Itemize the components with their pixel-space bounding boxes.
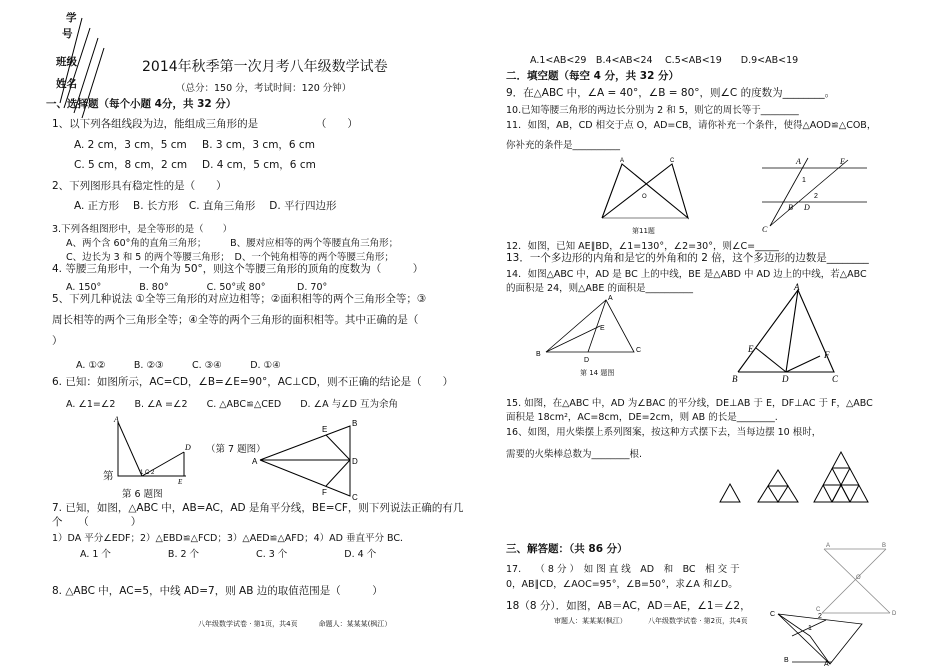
svg-text:B: B	[882, 543, 887, 549]
figure-18	[770, 606, 870, 666]
question-15-line1: 15. 如图，在△ABC 中，AD 为∠BAC 的平分线，DE⊥AB 于 E，DF⊥AC 于 F，△ABC	[506, 398, 873, 409]
q5-options: A. ①② B. ②③ C. ③④ D. ①④	[76, 360, 281, 371]
q1-option-c: C. 5 cm，8 cm，2 cm	[74, 159, 188, 171]
svg-text:E: E	[322, 425, 328, 434]
q7-options: A. 1 个 B. 2 个 C. 3 个 D. 4 个	[80, 549, 377, 560]
svg-text:B: B	[732, 374, 738, 384]
q3-options-cd: C、边长为 3 和 5 的两个等腰三角形； D、一个钝角相等的两个等腰三角形；	[66, 252, 394, 263]
q1-option-d: D. 4 cm，5 cm，6 cm	[202, 159, 316, 171]
side-label-hao: 号	[62, 28, 73, 40]
svg-text:1: 1	[808, 625, 812, 632]
figure-11-caption: 第11题	[632, 227, 655, 235]
svg-text:D: D	[782, 374, 789, 384]
svg-text:D: D	[804, 203, 810, 212]
svg-text:C: C	[816, 607, 821, 613]
question-9: 9．在△ABC 中，∠A = 40°，∠B = 80°，则∠C 的度数为________。	[506, 87, 836, 99]
question-7-line2: 个 （ ）	[52, 516, 142, 528]
q6-options: A. ∠1=∠2 B. ∠A =∠2 C. △ABC≌△CED D. ∠A 与∠D 互为余角	[66, 399, 398, 410]
footer-reviewer: 审题人：某某某(枫江）	[554, 617, 627, 625]
section-answer-heading: 三、解答题：（共 86 分）	[506, 543, 628, 555]
question-7-line3: 1）DA 平分∠EDF；2）△EBD≌△FCD；3）△AED≌△AFD；4）AD 垂直平分 BC．	[52, 533, 410, 544]
figure-12	[762, 158, 872, 233]
figure-7-caption: （第 7 题图）	[206, 444, 266, 455]
svg-text:A: A	[826, 543, 831, 549]
question-15-line2: 面积是 18cm²，AC=8cm，DE=2cm，则 AB 的长是________.	[506, 412, 778, 423]
q3-options-ab: A、两个含 60°角的直角三角形； B、腰对应相等的两个等腰直角三角形；	[66, 238, 399, 249]
svg-text:D: D	[352, 457, 358, 466]
side-label-name: 姓名	[56, 78, 77, 90]
svg-text:B: B	[788, 203, 793, 212]
question-17-line2: 0，AB∥CD，∠AOC=95°，∠B=50°，求∠A 和∠D。	[506, 579, 738, 590]
question-4: 4. 等腰三角形中，一个角为 50°，则这个等腰三角形的顶角的度数为（ ）	[52, 263, 424, 275]
svg-text:C: C	[636, 347, 642, 354]
svg-text:D: D	[584, 357, 590, 364]
svg-text:A: A	[796, 157, 801, 166]
svg-text:C: C	[832, 374, 839, 384]
question-14-line1: 14．如图△ABC 中，AD 是 BC 上的中线，BE 是△ABD 中 AD 边上的中线，若△ABC	[506, 269, 867, 280]
svg-text:E: E	[600, 325, 605, 332]
question-16-line2: 需要的火柴棒总数为________根.	[506, 449, 643, 460]
question-14-line2: 的面积是 24，则△ABE 的面积是__________	[506, 283, 693, 294]
svg-text:B: B	[352, 419, 358, 428]
svg-text:O: O	[642, 194, 647, 200]
figure-15	[730, 282, 845, 382]
footer-right: 八年级数学试卷 · 第2页，共4页	[648, 617, 748, 625]
svg-text:A: A	[114, 415, 119, 424]
svg-text:E: E	[178, 478, 183, 486]
question-13: 13．一个多边形的内角和是它的外角和的 2 倍，这个多边形的边数是________	[506, 252, 869, 264]
side-label-class: 班级	[56, 56, 77, 68]
figure-7	[252, 420, 372, 500]
svg-text:O: O	[856, 575, 861, 581]
svg-text:1 C 2: 1 C 2	[140, 470, 155, 476]
figure-14	[536, 294, 666, 369]
svg-text:A: A	[620, 158, 625, 164]
svg-text:D: D	[892, 611, 897, 617]
svg-text:A: A	[608, 295, 613, 302]
section-choice-heading: 一、选择题（每个小题 4分，共 32 分）	[46, 98, 237, 110]
svg-text:C: C	[670, 158, 675, 164]
svg-text:F: F	[824, 350, 830, 360]
question-12: 12．如图，已知 AE∥BD，∠1=130°，∠2=30°，则∠C=_____	[506, 241, 779, 252]
question-11-line2: 你补充的条件是__________	[506, 140, 621, 151]
q8-options: A.1<AB<29 B.4<AB<24 C.5<AB<19 D.9<AB<19	[530, 55, 799, 66]
figure-6-caption: 第 6 题图	[122, 489, 163, 500]
svg-text:B: B	[536, 351, 541, 358]
figure-6-left-label: 第	[103, 470, 114, 482]
question-18: 18（8 分）．如图，AB＝AC，AD＝AE，∠1＝∠2，	[506, 600, 751, 612]
section-fill-heading: 二．填空题（每空 4 分，共 32 分）	[506, 70, 680, 82]
question-10: 10.已知等腰三角形的两边长分别为 2 和 5，则它的周长等于________	[506, 105, 799, 116]
figure-14-caption: 第 14 题图	[580, 369, 615, 377]
question-5-line1: 5、下列几种说法 ①全等三角形的对应边相等；②面积相等的两个三角形全等；③	[52, 293, 427, 305]
svg-text:D: D	[185, 443, 191, 452]
question-5-line2: 周长相等的两个三角形全等；④全等的两个三角形的面积相等。其中正确的是（	[52, 314, 419, 326]
q4-options: A. 150° B. 80° C. 50°或 80° D. 70°	[66, 282, 328, 293]
svg-text:E: E	[748, 344, 754, 354]
question-1: 1、以下列各组线段为边，能组成三角形的是 （ ）	[52, 118, 358, 130]
question-3: 3.下列各组图形中，是全等形的是（ ）	[52, 224, 233, 235]
question-17-line1: 17. （ 8 分 ） 如 图 直 线 AD 和 BC 相 交 于	[506, 564, 740, 575]
svg-text:C: C	[770, 611, 776, 618]
figure-6	[100, 415, 210, 488]
q2-options: A. 正方形 B. 长方形 C. 直角三角形 D. 平行四边形	[74, 200, 337, 212]
question-2: 2、下列图形具有稳定性的是（ ）	[52, 180, 227, 192]
svg-text:E: E	[840, 157, 845, 166]
svg-text:A: A	[794, 282, 800, 292]
question-16-line1: 16、如图，用火柴摆上系列图案，按这种方式摆下去，当每边摆 10 根时，	[506, 427, 822, 438]
svg-text:2: 2	[818, 613, 822, 620]
svg-text:C: C	[352, 493, 358, 502]
side-label-xue: 学	[66, 12, 77, 24]
page-title: 2014年秋季第一次月考八年级数学试卷	[142, 59, 388, 75]
question-11-line1: 11．如图，AB，CD 相交于点 O，AD=CB，请你补充一个条件，使得△AOD≌△COB，	[506, 120, 877, 131]
q1-option-a: A. 2 cm，3 cm，5 cm	[74, 139, 187, 151]
question-7-line1: 7. 已知，如图，△ABC 中，AB=AC，AD 是角平分线，BE=CF，则下列说法正确的有几	[52, 502, 464, 514]
question-6: 6. 已知：如图所示，AC=CD，∠B=∠E=90°，AC⊥CD，则不正确的结论是（ ）	[52, 376, 454, 388]
svg-text:F: F	[322, 488, 327, 497]
footer-left: 八年级数学试卷 · 第1页，共4页 命题人：某某某(枫江）	[198, 620, 392, 628]
q1-option-b: B. 3 cm，3 cm，6 cm	[202, 139, 315, 151]
question-8: 8. △ABC 中，AC=5，中线 AD=7，则 AB 边的取值范围是（ ）	[52, 585, 383, 597]
svg-text:2: 2	[814, 193, 818, 200]
question-5-line3: ）	[52, 335, 63, 347]
figure-11	[598, 158, 698, 228]
svg-text:A: A	[824, 661, 829, 668]
svg-text:C: C	[762, 225, 768, 234]
svg-text:B: B	[784, 657, 789, 664]
svg-text:A: A	[252, 457, 258, 466]
figure-16-matchstick-triangles	[718, 448, 878, 508]
svg-text:1: 1	[802, 177, 806, 184]
exam-subtitle: （总分：150 分，考试时间：120 分钟）	[176, 83, 352, 94]
